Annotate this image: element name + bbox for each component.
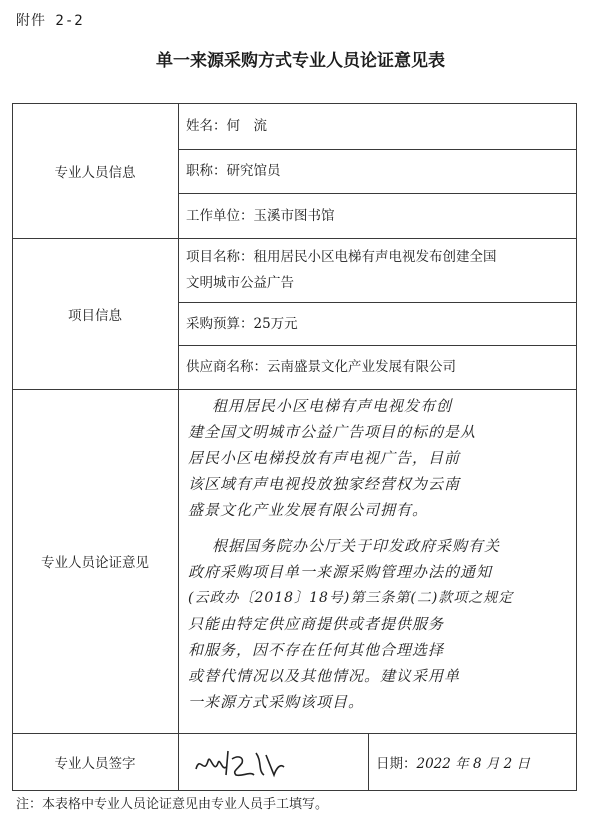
expert-name: 姓名：何 流 (186, 118, 267, 134)
project-name-line1: 项目名称：租用居民小区电梯有声电视发布创建全国 (186, 249, 497, 265)
project-name (178, 238, 577, 302)
expert-employer: 工作单位：玉溪市图书馆 (186, 207, 335, 224)
opinion-line: 租用居民小区电梯有声电视发布创 (212, 397, 453, 415)
handwritten-opinion (178, 389, 577, 733)
signature-date (376, 733, 576, 790)
date-value: 2022 年 8 月 2 日 (416, 755, 530, 772)
opinion-line: (云政办〔2018〕18号)第三条第(二)款项之规定 (188, 590, 514, 606)
opinion-line: 建全国文明城市公益广告项目的标的是从 (188, 423, 477, 441)
signature-label: 专业人员签字 (54, 755, 136, 772)
page-title: 单一来源采购方式专业人员论证意见表 (156, 51, 445, 71)
project-budget: 采购预算：25万元 (186, 315, 298, 332)
opinion-line: 政府采购项目单一来源采购管理办法的通知 (188, 563, 493, 581)
opinion-line: 和服务，因不存在任何其他合理选择 (188, 641, 445, 659)
expert-title: 职称：研究馆员 (186, 163, 281, 179)
opinion-line: 根据国务院办公厅关于印发政府采购有关 (212, 537, 501, 555)
opinion-line: 居民小区电梯投放有声电视广告，目前 (188, 449, 461, 467)
opinion-form-table (12, 103, 577, 791)
signature-image (192, 741, 352, 785)
opinion-line: 一来源方式采购该项目。 (188, 693, 365, 711)
project-name-line2: 文明城市公益广告 (186, 275, 294, 291)
date-label: 日期： (376, 755, 417, 772)
opinion-line: 只能由特定供应商提供或者提供服务 (188, 615, 445, 633)
attachment-label: 附件 2-2 (16, 13, 84, 29)
expert-info-label: 专业人员信息 (54, 164, 136, 181)
opinion-label: 专业人员论证意见 (41, 555, 149, 571)
project-info-label: 项目信息 (68, 307, 122, 324)
footnote: 注：本表格中专业人员论证意见由专业人员手工填写。 (16, 797, 329, 812)
opinion-line: 该区域有声电视投放独家经营权为云南 (188, 475, 461, 493)
supplier-name: 供应商名称：云南盛景文化产业发展有限公司 (186, 359, 456, 375)
handwritten-signature-icon (192, 741, 302, 781)
opinion-line: 盛景文化产业发展有限公司拥有。 (188, 501, 429, 519)
opinion-line: 或替代情况以及其他情况。建议采用单 (188, 667, 461, 685)
